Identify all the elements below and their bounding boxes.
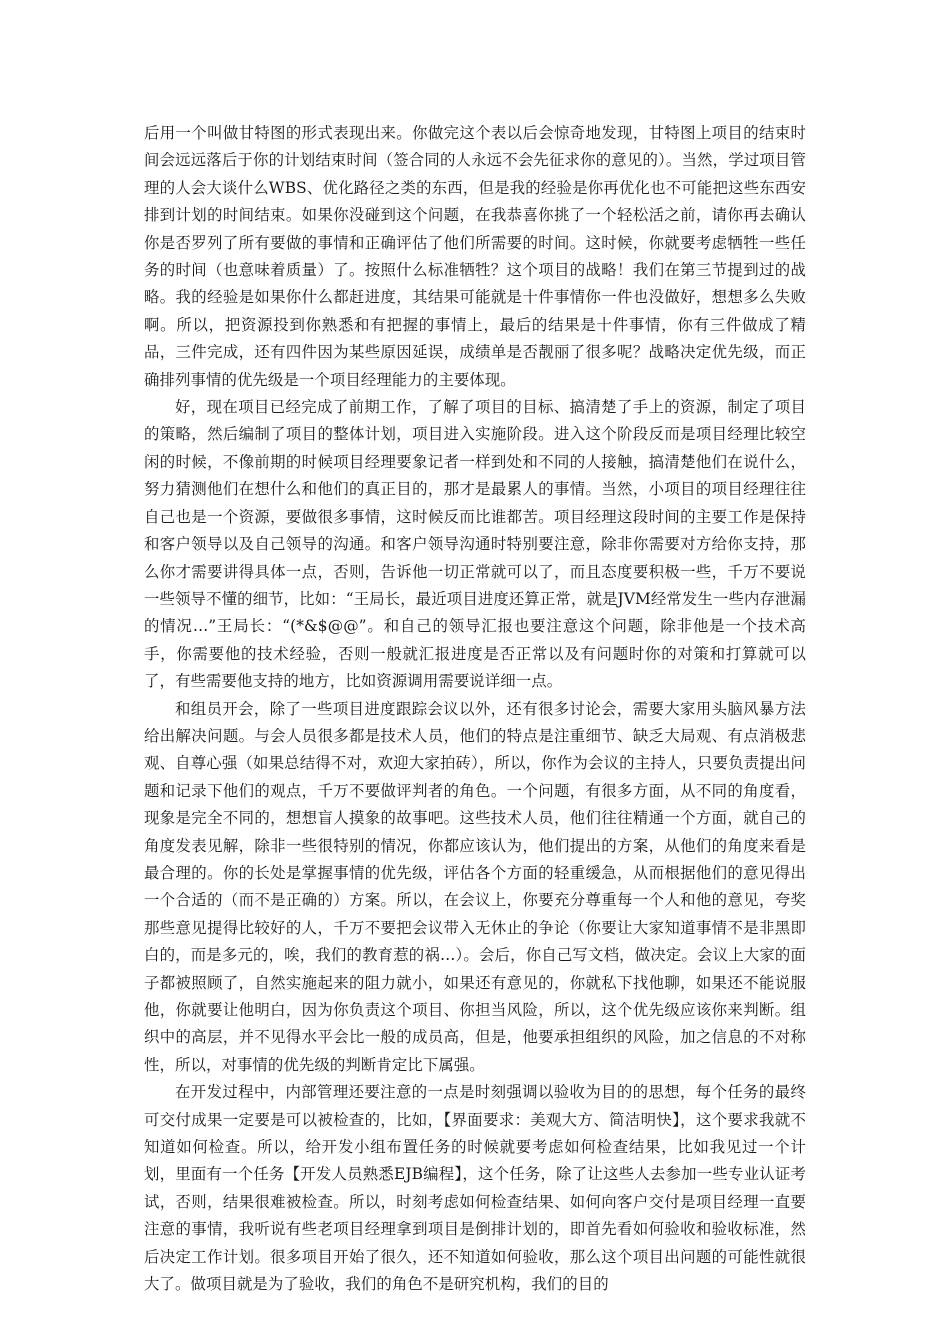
paragraph-gantt-strategy: 后用一个叫做甘特图的形式表现出来。你做完这个表以后会惊奇地发现，甘特图上项目的结束时间会远远落后于你的计划结束时间（签合同的人永远不会先征求你的意见的）。当然，学过项目管理的人会大谈什么WBS、优化路径之类的东西，但是我的经验是你再优化也不可能把这些东西安排到计划的时间结束。如果你没碰到这个问题，在我恭喜你挑了一个轻松活之前，请你再去确认你是否罗列了所有要做的事情和正确评估了他们所需要的时间。这时候，你就要考虑牺牲一些任务的时间（也意味着质量）了。按照什么标准牺牲？这个项目的战略！我们在第三节提到过的战略。我的经验是如果你什么都赶进度，其结果可能就是十件事情你一件也没做好，想想多么失败啊。所以，把资源投到你熟悉和有把握的事情上，最后的结果是十件事情，你有三件做成了精品，三件完成，还有四件因为某些原因延误，成绩单是否靓丽了很多呢？战略决定优先级，而正确排列事情的优先级是一个项目经理能力的主要体现。 bbox=[144, 124, 806, 389]
paragraph-team-meetings: 和组员开会，除了一些项目进度跟踪会议以外，还有很多讨论会，需要大家用头脑风暴方法给出解决问题。与会人员很多都是技术人员，他们的特点是注重细节、缺乏大局观、有点消极悲观、自尊心强（如果总结得不对，欢迎大家拍砖），所以，你作为会议的主持人，只要负责提出问题和记录下他们的观点，千万不要做评判者的角色。一个问题，有很多方面，从不同的角度看，现象是完全不同的，想想盲人摸象的故事吧。这些技术人员，他们往往精通一个方面，就自己的角度发表见解，除非一些很特别的情况，你都应该认为，他们提出的方案，从他们的角度来看是最合理的。你的长处是掌握事情的优先级，评估各个方面的轻重缓急，从而根据他们的意见得出一个合适的（而不是正确的）方案。所以，在会议上，你要充分尊重每一个人和他的意见，夸奖那些意见提得比较好的人，千万不要把会议带入无休止的争论（你要让大家知道事情不是非黑即白的，而是多元的，唉，我们的教育惹的祸…）。会后，你自己写文档，做决定。会议上大家的面子都被照顾了，自然实施起来的阻力就小，如果还有意见的，你就私下找他聊，如果还不能说服他，你就要让他明白，因为你负责这个项目、你担当风险，所以，这个优先级应该你来判断。组织中的高层，并不见得水平会比一般的成员高，但是，他要承担组织的风险，加之信息的不对称性，所以，对事情的优先级的判断肯定比下属强。 bbox=[144, 699, 806, 1074]
paragraph-acceptance-focus: 在开发过程中，内部管理还要注意的一点是时刻强调以验收为目的的思想，每个任务的最终可交付成果一定要是可以被检查的，比如，【界面要求：美观大方、简洁明快】，这个要求我就不知道如何检查。所以，给开发小组布置任务的时候就要考虑如何检查结果，比如我见过一个计划，里面有一个任务【开发人员熟悉EJB编程】，这个任务，除了让这些人去参加一些专业认证考试，否则，结果很难被检查。所以，时刻考虑如何检查结果、如何向客户交付是项目经理一直要注意的事情，我听说有些老项目经理拿到项目是倒排计划的，即首先看如何验收和验收标准，然后决定工作计划。很多项目开始了很久，还不知道如何验收，那么这个项目出问题的可能性就很大了。做项目就是为了验收，我们的角色不是研究机构，我们的目的 bbox=[144, 1083, 806, 1294]
document-body bbox=[144, 120, 806, 1298]
paragraph-implementation-phase: 好，现在项目已经完成了前期工作，了解了项目的目标、搞清楚了手上的资源，制定了项目的策略，然后编制了项目的整体计划，项目进入实施阶段。进入这个阶段反而是项目经理比较空闲的时候，不像前期的时候项目经理要象记者一样到处和不同的人接触，搞清楚他们在说什么，努力猜测他们在想什么和他们的真正目的，那才是最累人的事情。当然，小项目的项目经理往往自己也是一个资源，要做很多事情，这时候反而比谁都苦。项目经理这段时间的主要工作是保持和客户领导以及自己领导的沟通。和客户领导沟通时特别要注意，除非你需要对方给你支持，那么你才需要讲得具体一点，否则，告诉他一切正常就可以了，而且态度要积极一些，千万不要说一些领导不懂的细节，比如：“王局长，最近项目进度还算正常，就是JVM经常发生一些内存泄漏的情况…”王局长：“(*&$@@”。和自己的领导汇报也要注意这个问题，除非他是一个技术高手，你需要他的技术经验，否则一般就汇报进度是否正常以及有问题时你的对策和打算就可以了，有些需要他支持的地方，比如资源调用需要说详细一点。 bbox=[144, 398, 806, 691]
